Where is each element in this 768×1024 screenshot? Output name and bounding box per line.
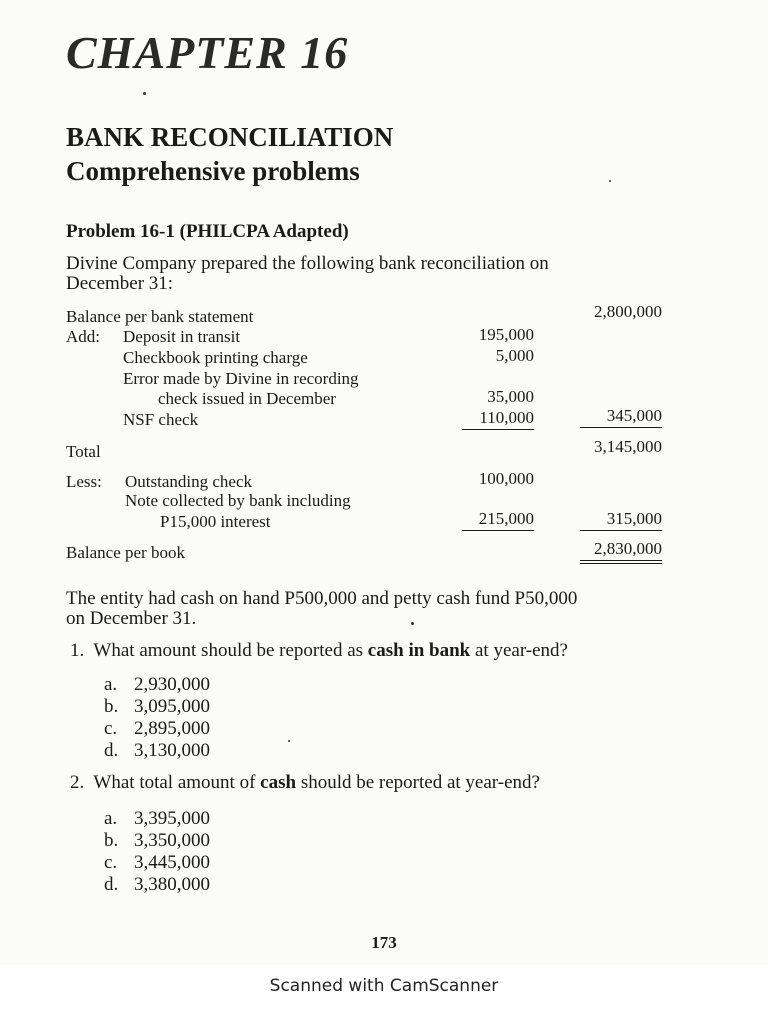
scan-speck [288,740,290,742]
balance-book-value: 2,830,000 [580,539,662,564]
question-2-number: 2. [70,772,85,793]
q1-choice-d: d. 3,130,000 [104,740,210,761]
error-label-2: check issued in December [158,389,336,408]
total-label: Total [66,442,101,461]
error-value: 35,000 [487,387,534,406]
question-2-pre: What total amount of [93,772,256,793]
scan-speck [411,622,414,625]
balance-book-label: Balance per book [66,543,185,562]
question-1-bold: cash in bank [367,640,471,661]
section-subtitle: Comprehensive problems [66,156,360,186]
checkbook-value: 5,000 [495,346,534,365]
scan-speck [143,92,146,95]
scan-speck [609,180,611,182]
outstanding-label: Outstanding check [125,472,252,491]
intro-line-2: December 31: [66,273,174,294]
scanner-watermark: Scanned with CamScanner [269,976,499,996]
total-value: 3,145,000 [594,437,662,456]
q2-choice-b: b. 3,350,000 [104,830,210,851]
checkbook-label: Checkbook printing charge [123,348,308,367]
question-1-pre: What amount should be reported as [93,640,364,661]
cash-line-2: on December 31. [66,608,197,629]
question-1-number: 1. [70,640,85,661]
q2-choice-d: d. 3,380,000 [104,874,210,895]
page-number: 173 [371,933,397,952]
intro-line-1: Divine Company prepared the following bank reconciliation on [66,253,549,274]
less-label: Less: [66,472,102,491]
less-total: 315,000 [580,509,662,531]
balance-bank-label: Balance per bank statement [66,307,254,326]
question-2-bold: cash [260,772,297,793]
question-2-post: should be reported at year-end? [300,772,540,793]
q2-choice-c: c. 3,445,000 [104,852,210,873]
problem-heading: Problem 16-1 (PHILCPA Adapted) [66,221,349,242]
note-value: 215,000 [462,509,534,531]
note-label-1: Note collected by bank including [125,491,351,510]
add-label: Add: [66,327,100,346]
deposit-value: 195,000 [478,325,534,344]
deposit-label: Deposit in transit [123,327,241,346]
cash-line-1: The entity had cash on hand P500,000 and petty cash fund P50,000 [66,588,578,609]
question-2 [70,772,540,794]
outstanding-value: 100,000 [478,469,534,488]
add-total: 345,000 [580,406,662,428]
question-1-post: at year-end? [475,640,568,661]
nsf-value: 110,000 [462,408,534,430]
nsf-label: NSF check [123,410,199,429]
q1-choice-c: c. 2,895,000 [104,718,210,739]
chapter-title: CHAPTER 16 [66,27,349,78]
q2-choice-a: a. 3,395,000 [104,808,210,829]
q1-choice-b: b. 3,095,000 [104,696,210,717]
note-label-2: P15,000 interest [160,512,271,531]
q1-choice-a: a. 2,930,000 [104,674,210,695]
section-title: BANK RECONCILIATION [66,122,394,152]
error-label-1: Error made by Divine in recording [123,369,359,388]
balance-bank-value: 2,800,000 [594,302,662,321]
question-1 [70,640,568,662]
